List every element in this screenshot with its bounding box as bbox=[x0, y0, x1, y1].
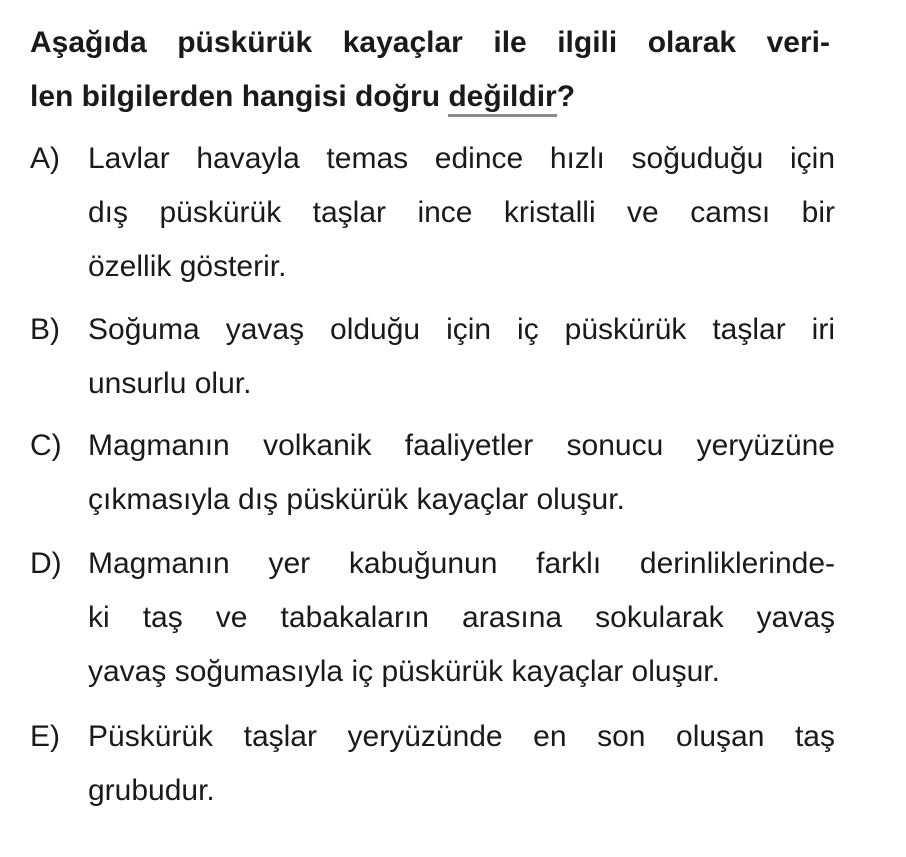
option-b-text bbox=[88, 303, 835, 411]
option-b-line-2: unsurlu olur. bbox=[88, 367, 252, 400]
option-e-text bbox=[88, 710, 835, 818]
question-line-2 bbox=[30, 70, 830, 124]
option-a-letter: A) bbox=[30, 142, 60, 175]
option-d-letter: D) bbox=[30, 547, 62, 580]
option-e-letter: E) bbox=[30, 720, 60, 753]
question-line-1: Aşağıda püskürük kayaçlar ile ilgili olarak veri- bbox=[30, 26, 830, 59]
option-a-line-3: özellik gösterir. bbox=[88, 250, 287, 283]
option-b[interactable] bbox=[30, 303, 835, 411]
option-d[interactable] bbox=[30, 537, 835, 699]
option-c-line-1: Magmanın volkanik faaliyetler sonucu yeryüzüne bbox=[88, 429, 835, 462]
option-c[interactable] bbox=[30, 419, 835, 527]
option-b-letter: B) bbox=[30, 313, 60, 346]
option-b-line-1: Soğuma yavaş olduğu için iç püskürük taşlar iri bbox=[88, 313, 835, 346]
option-d-text bbox=[88, 537, 835, 699]
option-e-line-1: Püskürük taşlar yeryüzünde en son oluşan taş bbox=[88, 720, 835, 753]
question-stem bbox=[30, 16, 830, 124]
option-d-line-1: Magmanın yer kabuğunun farklı derinliklerinde- bbox=[88, 547, 835, 580]
option-c-text bbox=[88, 419, 835, 527]
option-e[interactable] bbox=[30, 710, 835, 818]
question-line-2-prefix: len bilgilerden hangisi doğru bbox=[30, 80, 449, 113]
option-a[interactable] bbox=[30, 132, 835, 294]
option-a-line-1: Lavlar havayla temas edince hızlı soğuduğu için bbox=[88, 142, 835, 175]
option-e-line-2: grubudur. bbox=[88, 774, 215, 807]
emphasis-underlined-word: değildir bbox=[448, 80, 556, 117]
option-d-line-2: ki taş ve tabakaların arasına sokularak yavaş bbox=[88, 601, 835, 634]
option-c-line-2: çıkmasıyla dış püskürük kayaçlar oluşur. bbox=[88, 483, 625, 516]
question-mark: ? bbox=[556, 80, 576, 113]
option-d-line-3: yavaş soğumasıyla iç püskürük kayaçlar oluşur. bbox=[88, 655, 720, 688]
option-a-line-2: dış püskürük taşlar ince kristalli ve camsı bir bbox=[88, 196, 835, 229]
option-c-letter: C) bbox=[30, 429, 62, 462]
option-a-text bbox=[88, 132, 835, 294]
